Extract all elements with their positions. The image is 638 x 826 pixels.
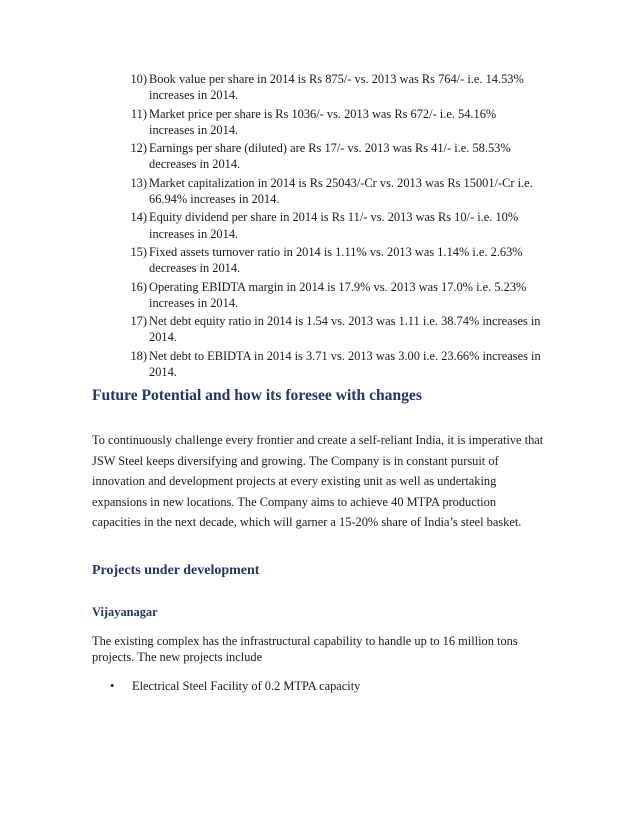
list-item-text: Book value per share in 2014 is Rs 875/- vs. 2013 was Rs 764/- i.e. 14.53% increases in 2014. <box>149 72 524 103</box>
list-item <box>130 313 543 346</box>
list-item-number: 14 ) <box>129 209 147 225</box>
list-item-text: Net debt equity ratio in 2014 is 1.54 vs. 2013 was 1.11 i.e. 38.74% increases in 2014. <box>149 314 541 345</box>
vijayanagar-subheading: Vijayanagar <box>92 605 158 619</box>
list-item <box>130 175 543 208</box>
list-item <box>130 348 543 381</box>
future-potential-paragraph: To continuously challenge every frontier and create a self-reliant India, it is imperative that JSW Steel keeps diversifying and growing. The Company is in constant pursuit of innovation and development projects at every existing unit as well as undertaking expansions in new locations. The Company aims to achieve 40 MTPA production capacities in the next decade, which will garner a 15-20% share of India’s steel basket. <box>92 433 544 529</box>
list-item-number: 17 ) <box>129 313 147 329</box>
list-item <box>130 71 543 104</box>
list-item <box>130 140 543 173</box>
bullet-text: Electrical Steel Facility of 0.2 MTPA capacity <box>132 679 361 693</box>
list-item-number: 16 ) <box>129 279 147 295</box>
list-item-number: 15 ) <box>129 244 147 260</box>
list-item-text: Operating EBIDTA margin in 2014 is 17.9% vs. 2013 was 17.0% i.e. 5.23% increases in 2014. <box>149 279 527 310</box>
list-item <box>130 279 543 312</box>
list-item-number: 10 ) <box>129 71 147 87</box>
list-item-text: Earnings per share (diluted) are Rs 17/- vs. 2013 was Rs 41/- i.e. 58.53% decreases in 2014. <box>149 141 511 172</box>
bullet-icon: • <box>110 679 115 693</box>
future-potential-heading: Future Potential and how its foresee with changes <box>92 387 422 404</box>
list-item-text: Market price per share is Rs 1036/- vs. 2013 was Rs 672/- i.e. 54.16% increases in 2014. <box>149 106 497 137</box>
list-item-number: 13 ) <box>129 175 147 191</box>
list-item-number: 11 ) <box>129 106 147 122</box>
financial-ratios-list <box>130 71 543 382</box>
list-item-text: Equity dividend per share in 2014 is Rs 11/- vs. 2013 was Rs 10/- i.e. 10% increases in 2014. <box>149 210 519 241</box>
vijayanagar-paragraph: The existing complex has the infrastructural capability to handle up to 16 million tons projects. The new projects include <box>92 634 518 665</box>
list-item <box>110 679 360 694</box>
list-item-number: 18 ) <box>129 348 147 364</box>
projects-heading: Projects under development <box>92 563 260 578</box>
projects-bullet-list <box>110 679 360 694</box>
list-item-number: 12 ) <box>129 140 147 156</box>
list-item-text: Market capitalization in 2014 is Rs 25043/-Cr vs. 2013 was Rs 15001/-Cr i.e. 66.94% increases in 2014. <box>149 175 533 207</box>
list-item <box>130 106 543 139</box>
list-item-text: Fixed assets turnover ratio in 2014 is 1.11% vs. 2013 was 1.14% i.e. 2.63% decreases in 2014. <box>149 244 523 276</box>
list-item-text: Net debt to EBIDTA in 2014 is 3.71 vs. 2013 was 3.00 i.e. 23.66% increases in 2014. <box>149 348 541 380</box>
list-item <box>130 244 543 277</box>
list-item <box>130 209 543 242</box>
